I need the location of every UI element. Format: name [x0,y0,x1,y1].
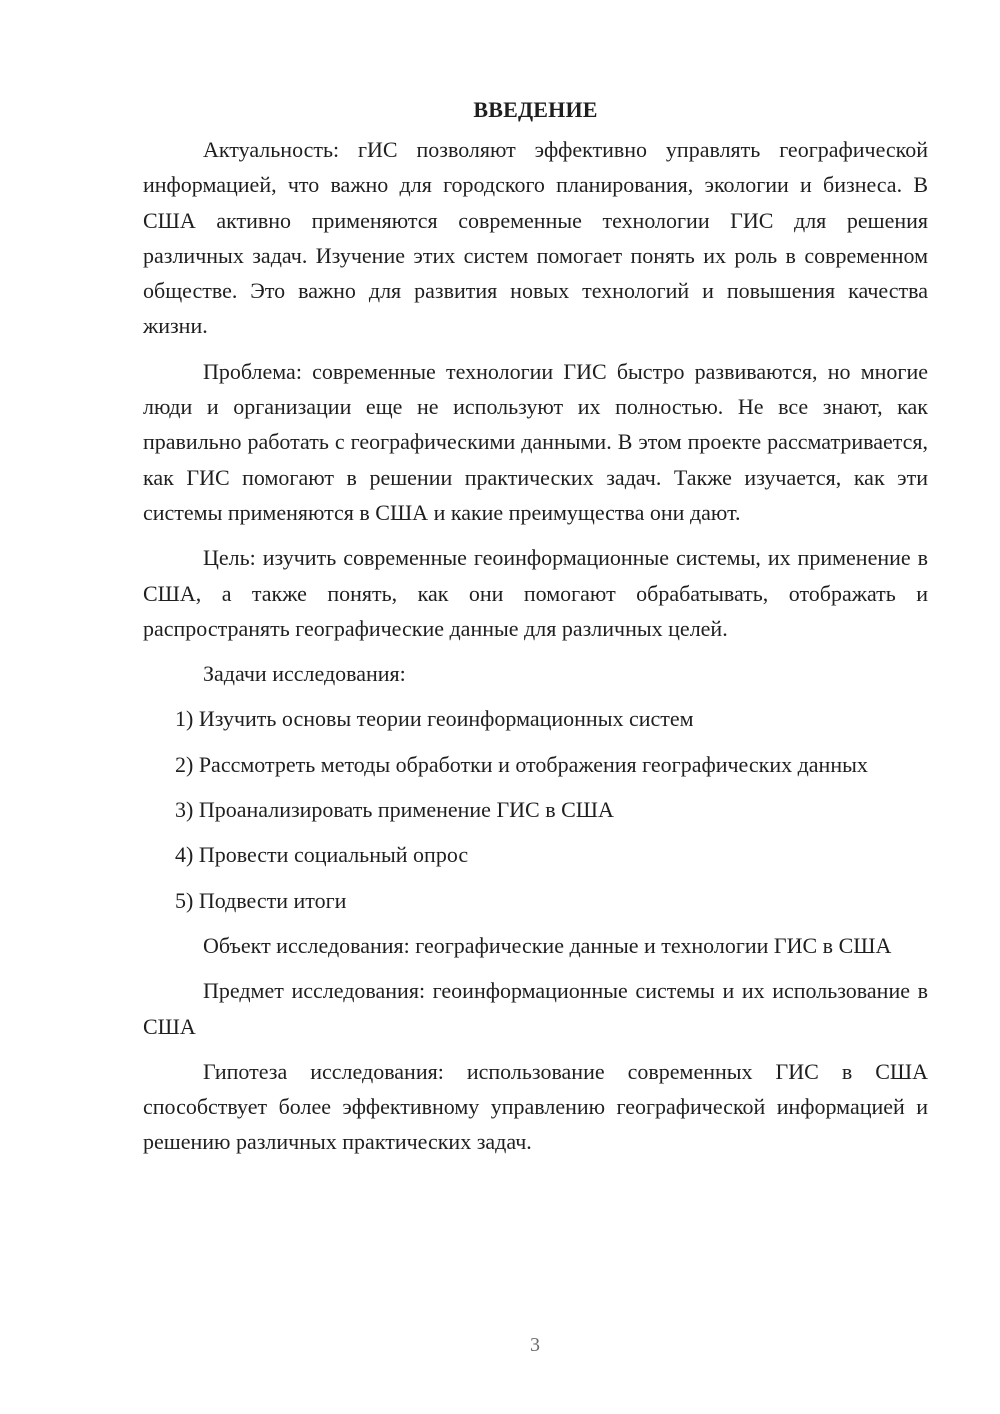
document-body [143,92,928,1170]
task-item-5: 5) Подвести итоги [175,887,347,913]
page-number: 3 [530,1334,540,1356]
task-item-1: 1) Изучить основы теории геоинформационных систем [175,706,694,732]
task-item-4: 4) Провести социальный опрос [175,842,469,868]
paragraph-subject: Предмет исследования: геоинформационные системы и их использование в США [143,978,928,1039]
section-title: ВВЕДЕНИЕ [473,97,598,122]
task-item-3: 3) Проанализировать применение ГИС в США [175,797,614,823]
paragraph-object: Объект исследования: географические данные и технологии ГИС в США [203,932,892,958]
paragraph-problem: Проблема: современные технологии ГИС быстро развиваются, но многие люди и организации еще не используют их полностью. Не все знают, как правильно работать с географическими данными. В этом проекте рассматривается, как ГИС помогают в решении практических задач. Также изучается, как эти системы применяются в США и какие преимущества они дают. [143,358,928,525]
paragraph-relevance: Актуальность: гИС позволяют эффективно управлять географической информацией, что важно для городского планирования, экологии и бизнеса. В США активно применяются современные технологии ГИС для решения различных задач. Изучение этих систем помогает понять их роль в современном обществе. Это важно для развития новых технологий и повышения качества жизни. [143,137,928,339]
paragraph-goal: Цель: изучить современные геоинформационные системы, их применение в США, а также понять, как они помогают обрабатывать, отображать и распространять географические данные для различных целей. [143,545,928,641]
task-item-2: 2) Рассмотреть методы обработки и отображения географических данных [175,751,868,777]
paragraph-hypothesis: Гипотеза исследования: использование современных ГИС в США способствует более эффективному управлению географической информацией и решению различных практических задач. [143,1058,928,1155]
tasks-heading: Задачи исследования: [203,661,406,687]
